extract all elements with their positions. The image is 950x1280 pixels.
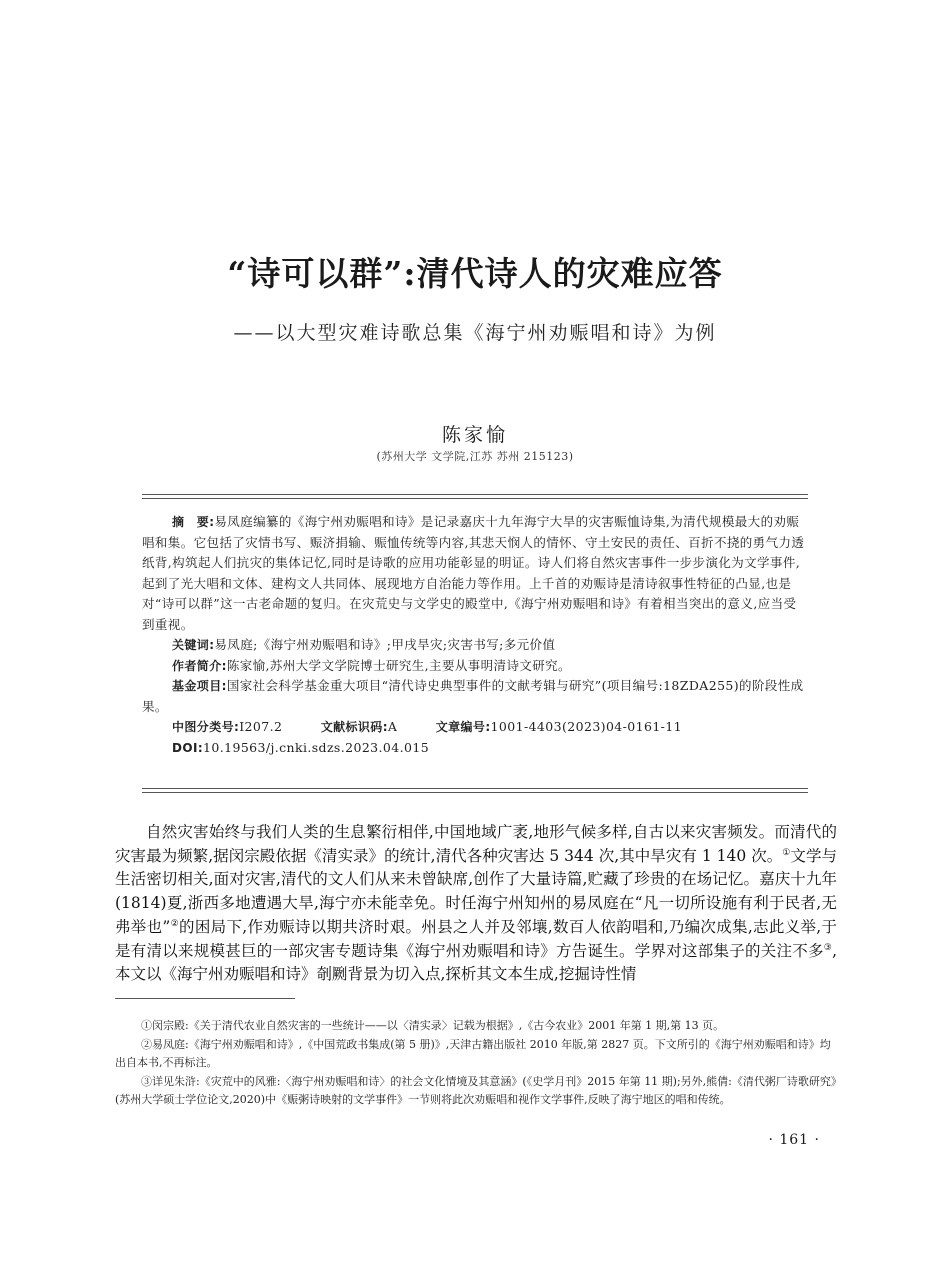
fund-line xyxy=(142,676,808,717)
doi-label: DOI: xyxy=(172,740,204,755)
doi-line xyxy=(142,738,808,759)
doc-code-value: A xyxy=(387,719,398,734)
body-sentence-4: ,本文以《海宁州劝赈唱和诗》剞劂背景为切入点,探析其文本生成,挖掘诗性情 xyxy=(115,941,837,984)
author-bio-label: 作者简介: xyxy=(172,658,227,673)
body-sentence-2: 文学与生活密切相关,面对灾害,清代的文人们从来未曾缺席,创作了大量诗篇,贮藏了珍贵的在场记忆。嘉庆十九年(1814)夏,浙西多地遭遇大旱,海宁亦未能幸免。时任海宁州知州的易凤庭在“凡一切所设施有利于民者,无弗举也” xyxy=(115,846,837,936)
footnote-2: ②易凤庭:《海宁州劝赈唱和诗》,《中国荒政书集成(第 5 册)》,天津古籍出版社 2010 年版,第 2827 页。下文所引的《海宁州劝赈唱和诗》均出自本书,不再标注。 xyxy=(115,1037,831,1069)
clc-label: 中图分类号: xyxy=(172,720,240,734)
classification-line xyxy=(142,717,808,738)
article-title: “诗可以群”:清代诗人的灾难应答 xyxy=(227,254,723,293)
fund-label: 基金项目: xyxy=(172,679,227,693)
page-number: · 161 · xyxy=(768,1132,820,1148)
fund-text: 国家社会科学基金重大项目“清代诗史典型事件的文献考辑与研究”(项目编号:18ZDA255)的阶段性成果。 xyxy=(142,678,804,714)
footnote-ref-2: ② xyxy=(170,918,180,929)
footnote-1: ①闵宗殿:《关于清代农业自然灾害的一些统计——以〈清实录〉记载为根据》,《古今农业》2001 年第 1 期,第 13 页。 xyxy=(141,1019,725,1032)
article-subtitle: ——以大型灾难诗歌总集《海宁州劝赈唱和诗》为例 xyxy=(233,322,717,344)
abstract-block xyxy=(142,512,808,758)
author-bio-text: 陈家愉,苏州大学文学院博士研究生,主要从事明清诗文研究。 xyxy=(226,657,571,673)
footnotes xyxy=(115,1017,837,1110)
abstract-top-rule xyxy=(142,494,808,499)
body-text xyxy=(115,821,837,987)
doc-code-group xyxy=(321,719,398,734)
abstract-text: 易凤庭编纂的《海宁州劝赈唱和诗》是记录嘉庆十九年海宁大旱的灾害赈恤诗集,为清代规模最大的劝赈唱和集。它包括了灾情书写、赈济捐输、赈恤传统等内容,其悲天悯人的情怀、守土安民的责任、百折不挠的勇气力透纸背,构筑起人们抗灾的集体记忆,同时是诗歌的应用功能彰显的明证。诗人们将自然灾害事件一步步演化为文学事件,起到了光大唱和文体、建构文人共同体、展现地方自治能力等作用。上千首的劝赈诗是清诗叙事性特征的凸显,也是对“诗可以群”这一古老命题的复归。在灾荒史与文学史的殿堂中,《海宁州劝赈唱和诗》有着相当突出的意义,应当受到重视。 xyxy=(142,514,805,632)
body-paragraph xyxy=(115,821,837,987)
body-sentence-3: 的困局下,作劝赈诗以期共济时艰。州县之人并及邻壤,数百人依韵唱和,乃编次成集,志此义举,于是有清以来规模甚巨的一部灾害专题诗集《海宁州劝赈唱和诗》方告诞生。学界对这部集子的关注不多 xyxy=(115,917,837,960)
article-number-group xyxy=(436,719,682,734)
abstract-label: 摘 要: xyxy=(172,515,215,529)
footnote-ref-3: ③ xyxy=(823,942,833,953)
footnote-divider xyxy=(115,998,295,999)
doi-value: 10.19563/j.cnki.sdzs.2023.04.015 xyxy=(203,739,430,755)
keywords-label: 关键词: xyxy=(172,638,215,652)
abstract-paragraph xyxy=(142,512,808,635)
keywords-line xyxy=(142,635,808,656)
body-sentence-1: 自然灾害始终与我们人类的生息繁衍相伴,中国地域广袤,地形气候多样,自古以来灾害频发。而清代的灾害最为频繁,据闵宗殿依据《清实录》的统计,清代各种灾害达 5 344 次,其中旱灾有 1 140 次。 xyxy=(115,823,837,865)
footnote-ref-1: ① xyxy=(782,847,791,858)
doc-code-label: 文献标识码: xyxy=(320,720,388,734)
abstract-bottom-rule xyxy=(142,788,808,793)
article-number-label: 文章编号: xyxy=(435,720,491,734)
clc-value: I207.2 xyxy=(239,719,283,734)
author-bio-line xyxy=(142,656,808,677)
clc-group xyxy=(172,719,282,734)
keywords-text: 易凤庭;《海宁州劝赈唱和诗》;甲戌旱灾;灾害书写;多元价值 xyxy=(214,637,556,652)
footnote-3: ③详见朱浒:《灾荒中的风雅:〈海宁州劝赈唱和诗〉的社会文化情境及其意涵》(《史学月刊》2015 年第 11 期);另外,熊倩:《清代粥厂诗歌研究》(苏州大学硕士学位论文,2020)中《赈粥诗映射的文学事件》一节则将此次劝赈唱和视作文学事件,反映了海宁地区的唱和传统。 xyxy=(115,1074,837,1106)
article-number-value: 1001-4403(2023)04-0161-11 xyxy=(490,719,683,734)
author-name: 陈家愉 xyxy=(441,424,508,446)
author-affiliation: (苏州大学 文学院,江苏 苏州 215123) xyxy=(376,450,574,463)
